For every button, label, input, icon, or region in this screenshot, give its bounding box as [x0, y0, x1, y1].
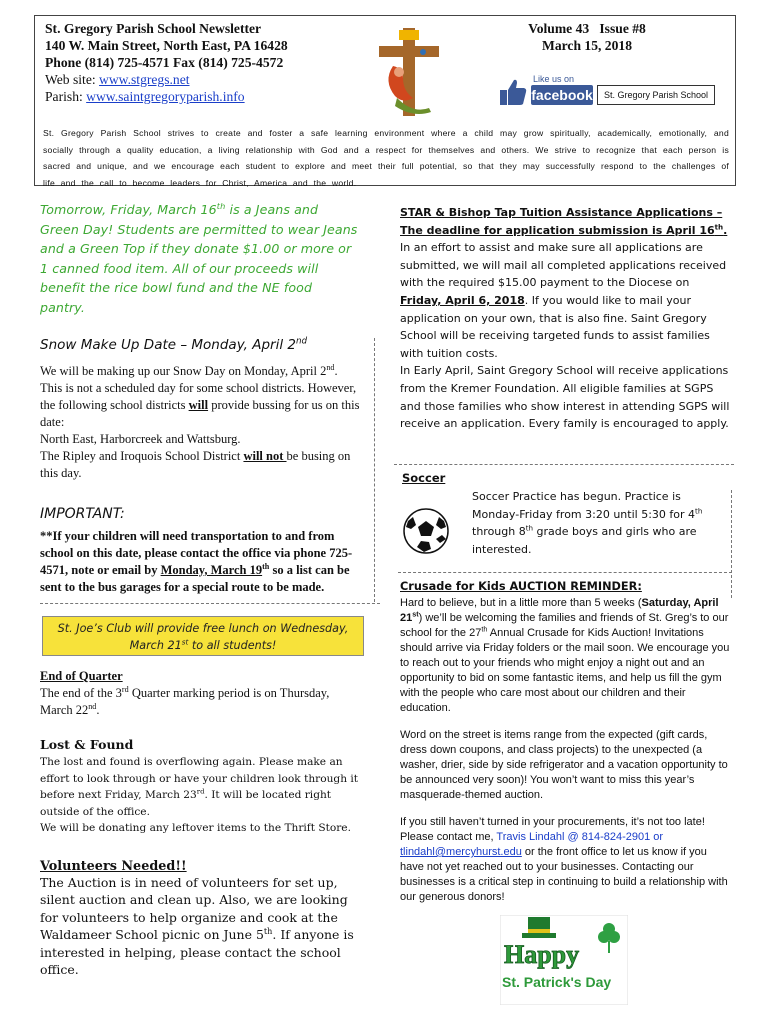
- jeans-day-notice: Tomorrow, Friday, March 16th is a Jeans and Green Day! Students are permitted to wear Jeans and a Green Top if they donate $1.00 or more or 1 canned food item. All of our proceeds will benefit the rice bowl fund and the NE food pantry.: [40, 200, 358, 315]
- school-phone: Phone (814) 725-4571 Fax (814) 725-4572: [45, 55, 284, 70]
- end-of-quarter-title: End of Quarter: [40, 669, 123, 683]
- lost-found-body: The lost and found is overflowing again. Please make an effort to look through or have your children look through it before next Friday, March 23rd. It will be located right outside of the office. We will be donating any leftover items to the Thrift Store.: [40, 756, 359, 834]
- auction-body-2: Word on the street is items range from the expected (gift cards, dress down coupons, and class projects) to the unexpected (a washer, drier, side by side refrigerator and a vacation opportunity to be announced very soon)! You won’t want to miss this year’s masquerade-themed auction.: [400, 729, 728, 801]
- star-body-2: In Early April, Saint Gregory School will receive applications from the Kremer Foundation. All eligible families at SGPS and those families who show interest in attending SGPS will receive an application. Every family is encouraged to apply.: [400, 364, 730, 431]
- soccer-title: Soccer: [402, 471, 446, 485]
- like-us-label: Like us on: [533, 74, 575, 84]
- issue-block: [497, 20, 677, 54]
- st-patricks-day-graphic: [500, 915, 628, 1005]
- auction-email-link[interactable]: tlindahl@mercyhurst.edu: [400, 846, 522, 858]
- snow-day-body: We will be making up our Snow Day on Monday, April 2nd. This is not a scheduled day for some school districts. However, the following school districts will provide bussing for us on this date: North East, Harborcreek and Wattsburg. The Ripley and Iroquois School District will not be busing on this day.: [40, 362, 360, 480]
- divider: [398, 572, 732, 573]
- divider: [374, 338, 375, 602]
- issue-number: Issue #8: [599, 21, 646, 36]
- star-deadline: The deadline for application submission is April 16th.: [400, 221, 728, 237]
- right-column: [400, 204, 730, 433]
- end-of-quarter-body: The end of the 3rd Quarter marking period is on Thursday, March 22nd.: [40, 684, 330, 717]
- soccer-ball-icon: [402, 507, 450, 555]
- auction-section: [400, 580, 730, 905]
- divider: [40, 603, 380, 604]
- st-joes-club-banner: St. Joe’s Club will provide free lunch on Wednesday, March 21st to all students!: [42, 616, 364, 656]
- snow-day-title: Snow Make Up Date – Monday, April 2nd: [40, 336, 308, 353]
- website-link[interactable]: www.stgregs.net: [99, 72, 190, 87]
- important-body: **If your children will need transportation to and from school on this date, please contact the office via phone 725-4571, note or email by Monday, March 19th so a list can be sent to the bus garages for a special route to be made.: [40, 529, 353, 594]
- issue-date: March 15, 2018: [542, 38, 632, 53]
- cross-logo-icon: [373, 26, 445, 118]
- lost-found-title: Lost & Found: [40, 737, 134, 752]
- facebook-like-badge[interactable]: [499, 74, 717, 108]
- st-patricks-day-text: St. Patrick's Day: [502, 974, 612, 990]
- volunteers-body: The Auction is in need of volunteers for set up, silent auction and clean up. Also, we are looking for volunteers to help organize and cook at the Waldameer School picnic on June 5th. If anyone is interested in helping, please contact the school office.: [40, 874, 354, 977]
- star-tuition-section: [400, 204, 730, 433]
- volume-number: Volume 43: [528, 21, 590, 36]
- auction-contact: Travis Lindahl @ 814-824-2901 or: [496, 831, 664, 843]
- parish-link[interactable]: www.saintgregoryparish.info: [86, 89, 245, 104]
- auction-body-3: If you still haven’t turned in your procurements, it’s not too late! Please contact me, Travis Lindahl @ 814-824-2901 or tlindahl@mercyhurst.edu or the front office to let us know if you have not yet reached out to your businesses. Contacting our businesses is a critical step in continuing to build a relationship with our generous donors!: [400, 816, 728, 903]
- newsletter-header: [34, 15, 736, 186]
- newsletter-title: St. Gregory Parish School Newsletter: [45, 21, 262, 36]
- facebook-wordmark: facebook: [531, 87, 593, 103]
- mission-statement: St. Gregory Parish School strives to create and foster a safe learning environment where a child may grow spiritually, academically, emotionally, and socially through a quality education, a living relationship with God and a respect for themselves and others. We strive to recognize that each person is sacred and unique, and we encourage each student to explore and meet their full potential, so that they may successfully respond to the challenges of life and the call to become leaders for Christ, America and the world.: [43, 128, 729, 188]
- parish-label: Parish:: [45, 89, 83, 104]
- auction-title: Crusade for Kids AUCTION REMINDER:: [400, 580, 642, 593]
- important-title: IMPORTANT:: [40, 506, 125, 522]
- star-title: STAR & Bishop Tap Tuition Assistance Applications –: [400, 206, 723, 219]
- facebook-page-name: St. Gregory Parish School: [597, 85, 715, 105]
- auction-body-1: Hard to believe, but in a little more than 5 weeks (Saturday, April 21st) we’ll be welcoming the families and friends of St. Greg’s to our school for the 27th Annual Crusade for Kids Auction! Invitations should arrive via Friday folders or the mail soon. We encourage you to reach out to your friends who might enjoy a night out and an opportunity to bid on some fantastic items, and help us fill the gym with the people who care most about our children and their education.: [400, 597, 730, 714]
- soccer-body: Soccer Practice has begun. Practice is Monday-Friday from 3:20 until 5:30 for 4th through 8th grade boys and girls who are interested.: [472, 490, 703, 556]
- left-column-lower: [40, 668, 370, 979]
- school-contact-block: [45, 20, 288, 105]
- volunteers-title: Volunteers Needed!!: [40, 858, 187, 874]
- divider: [394, 464, 734, 465]
- divider: [731, 490, 732, 598]
- website-label: Web site:: [45, 72, 96, 87]
- left-column: [40, 200, 370, 596]
- star-body-1: In an effort to assist and make sure all applications are submitted, we will mail all completed applications received with the required $15.00 payment to the Diocese on Friday, April 6, 2018. If you would like to mail your application on your own, that is also fine. Saint Gregory School will be receiving targeted funds to assist families with tuition costs.: [400, 241, 727, 360]
- happy-text: Happy: [504, 940, 580, 969]
- school-address: 140 W. Main Street, North East, PA 16428: [45, 38, 288, 53]
- thumbs-up-icon: [499, 77, 527, 107]
